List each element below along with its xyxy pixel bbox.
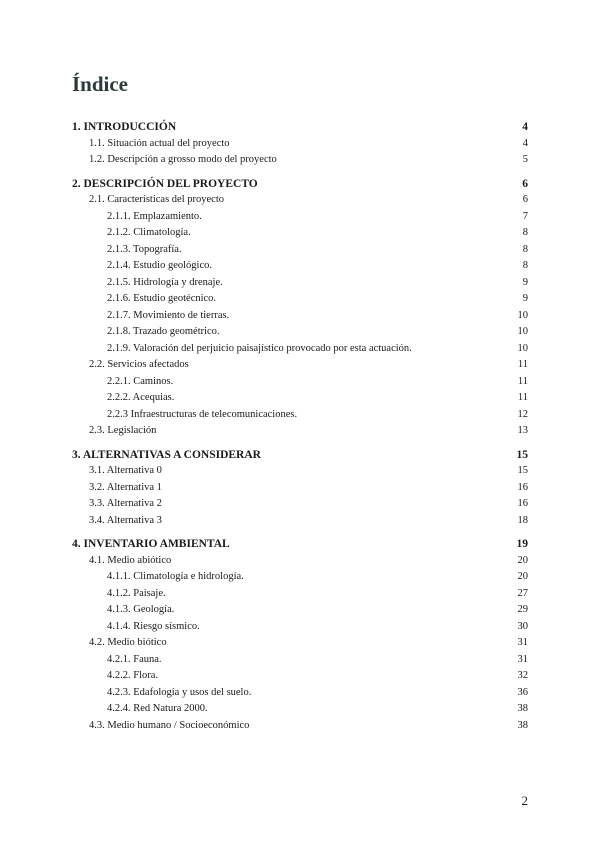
toc-entry[interactable] xyxy=(72,513,528,530)
toc-entry-page: 11 xyxy=(517,359,528,370)
toc-entry[interactable] xyxy=(72,553,528,570)
toc-entry-label: 3.4. Alternativa 3 xyxy=(89,514,162,526)
toc-entry[interactable] xyxy=(72,668,528,685)
toc-entry-page: 31 xyxy=(517,637,528,648)
toc-entry-page: 38 xyxy=(517,719,528,731)
toc-entry[interactable] xyxy=(72,119,528,136)
toc-entry-label: 4.1. Medio abiótico xyxy=(89,554,172,566)
toc-entry-label: 2.3. Legislación xyxy=(89,425,157,436)
toc-entry[interactable] xyxy=(72,176,528,193)
toc-entry-page: 4 xyxy=(522,137,528,149)
toc-entry-label: 1. INTRODUCCIÓN xyxy=(72,121,177,133)
toc-entry-page: 5 xyxy=(522,154,528,165)
toc-entry-label: 2.2.3 Infraestructuras de telecomunicaciones. xyxy=(107,408,298,420)
toc-entry[interactable] xyxy=(72,635,528,652)
toc-entry-label: 2.1.6. Estudio geotécnico. xyxy=(107,293,217,304)
toc-entry-page: 30 xyxy=(517,620,528,632)
toc-entry-label: 4.1.4. Riesgo sísmico. xyxy=(107,620,200,632)
toc-entry[interactable] xyxy=(72,390,528,407)
toc-entry[interactable] xyxy=(72,586,528,603)
toc-entry-label: 1.2. Descripción a grosso modo del proyecto xyxy=(89,154,277,165)
toc-entry-label: 4.2.4. Red Natura 2000. xyxy=(107,703,208,714)
toc-entry-page: 4 xyxy=(522,121,528,133)
page-title: Índice xyxy=(72,72,129,96)
toc-entry-label: 2. DESCRIPCIÓN DEL PROYECTO xyxy=(72,177,258,190)
toc-entry-label: 2.2.2. Acequias. xyxy=(107,392,175,403)
toc-entry-page: 6 xyxy=(522,177,528,190)
toc-entry[interactable] xyxy=(72,619,528,636)
toc-entry-label: 2.1.1. Emplazamiento. xyxy=(107,210,202,222)
toc-entry-page: 19 xyxy=(516,538,528,550)
toc-entry-page: 36 xyxy=(517,686,528,698)
toc-entry[interactable] xyxy=(72,291,528,308)
toc-entry-label: 1.1. Situación actual del proyecto xyxy=(89,137,230,149)
toc-entry-page: 29 xyxy=(517,604,528,615)
toc-entry-label: 2.1.2. Climatología. xyxy=(107,227,191,238)
toc-entry-page: 10 xyxy=(517,326,528,337)
toc-entry[interactable] xyxy=(72,152,528,169)
toc-entry-label: 2.1.8. Trazado geométrico. xyxy=(107,326,220,337)
toc-entry-page: 9 xyxy=(522,276,528,288)
toc-entry[interactable] xyxy=(72,685,528,702)
toc-entry[interactable] xyxy=(72,242,528,259)
toc-entry-label: 2.1.3. Topografía. xyxy=(107,243,182,255)
toc-entry-page: 9 xyxy=(522,293,528,304)
toc-entry-page: 8 xyxy=(522,260,528,271)
toc-entry-label: 4.2.3. Edafología y usos del suelo. xyxy=(107,686,252,698)
toc-entry-page: 20 xyxy=(517,571,528,582)
toc-entry[interactable] xyxy=(72,357,528,374)
toc-entry[interactable] xyxy=(72,324,528,341)
toc-entry-label: 2.1. Características del proyecto xyxy=(89,194,224,205)
toc-entry-page: 15 xyxy=(516,448,528,461)
toc-entry[interactable] xyxy=(72,275,528,292)
toc-entry-page: 27 xyxy=(517,587,528,599)
toc-entry-label: 2.1.5. Hidrología y drenaje. xyxy=(107,276,223,288)
toc-entry[interactable] xyxy=(72,192,528,209)
toc-entry-label: 3. ALTERNATIVAS A CONSIDERAR xyxy=(72,448,261,461)
toc-entry-page: 15 xyxy=(517,465,528,476)
toc-entry-label: 2.2. Servicios afectados xyxy=(89,359,189,370)
toc-entry-page: 16 xyxy=(517,498,528,509)
toc-entry-page: 10 xyxy=(517,342,528,354)
toc-entry[interactable] xyxy=(72,480,528,497)
toc-entry-label: 4.1.3. Geología. xyxy=(107,604,175,615)
toc-entry-page: 7 xyxy=(522,210,528,222)
toc-entry[interactable] xyxy=(72,718,528,735)
toc-entry-page: 31 xyxy=(517,653,528,665)
toc-entry[interactable] xyxy=(72,447,528,464)
toc-entry[interactable] xyxy=(72,209,528,226)
toc-entry-label: 4.1.1. Climatología e hidrología. xyxy=(107,571,244,582)
toc-entry[interactable] xyxy=(72,258,528,275)
toc-entry-label: 4. INVENTARIO AMBIENTAL xyxy=(72,538,230,550)
toc-entry-label: 2.1.9. Valoración del perjuicio paisajístico provocado por esta actuación. xyxy=(107,342,412,354)
toc-entry-label: 4.3. Medio humano / Socioeconómico xyxy=(89,719,250,731)
toc-entry-label: 3.1. Alternativa 0 xyxy=(89,465,162,476)
toc-entry[interactable] xyxy=(72,652,528,669)
toc-entry[interactable] xyxy=(72,308,528,325)
toc-entry-label: 3.3. Alternativa 2 xyxy=(89,498,162,509)
toc-entry[interactable] xyxy=(72,407,528,424)
toc-entry[interactable] xyxy=(72,569,528,586)
toc-entry-page: 11 xyxy=(517,375,528,387)
toc-entry[interactable] xyxy=(72,374,528,391)
toc-entry-page: 8 xyxy=(522,227,528,238)
toc-entry[interactable] xyxy=(72,225,528,242)
toc-entry-label: 2.1.7. Movimiento de tierras. xyxy=(107,309,230,321)
toc-entry[interactable] xyxy=(72,602,528,619)
toc-entry-page: 18 xyxy=(517,514,528,526)
toc-entry[interactable] xyxy=(72,136,528,153)
toc-entry-page: 12 xyxy=(517,408,528,420)
toc-entry-label: 2.1.4. Estudio geológico. xyxy=(107,260,212,271)
toc-entry[interactable] xyxy=(72,423,528,440)
toc-entry-page: 38 xyxy=(517,703,528,714)
toc-entry-label: 4.2.2. Flora. xyxy=(107,670,159,681)
toc-entry-page: 13 xyxy=(517,425,528,436)
toc-entry-page: 8 xyxy=(522,243,528,255)
toc-entry[interactable] xyxy=(72,463,528,480)
toc-entry[interactable] xyxy=(72,536,528,553)
table-of-contents xyxy=(72,119,528,734)
toc-entry-page: 6 xyxy=(522,194,528,205)
toc-entry-page: 16 xyxy=(517,481,528,493)
page-number: 2 xyxy=(521,793,528,808)
toc-entry-label: 2.2.1. Caminos. xyxy=(107,375,174,387)
toc-entry-page: 11 xyxy=(517,392,528,403)
toc-entry-page: 10 xyxy=(517,309,528,321)
toc-entry[interactable] xyxy=(72,341,528,358)
toc-entry-page: 20 xyxy=(517,554,528,566)
toc-entry-page: 32 xyxy=(517,670,528,681)
toc-entry[interactable] xyxy=(72,496,528,513)
toc-entry-label: 4.1.2. Paisaje. xyxy=(107,587,166,599)
toc-entry-label: 4.2.1. Fauna. xyxy=(107,653,162,665)
toc-entry-label: 4.2. Medio biótico xyxy=(89,637,167,648)
toc-entry[interactable] xyxy=(72,701,528,718)
toc-entry-label: 3.2. Alternativa 1 xyxy=(89,481,162,493)
